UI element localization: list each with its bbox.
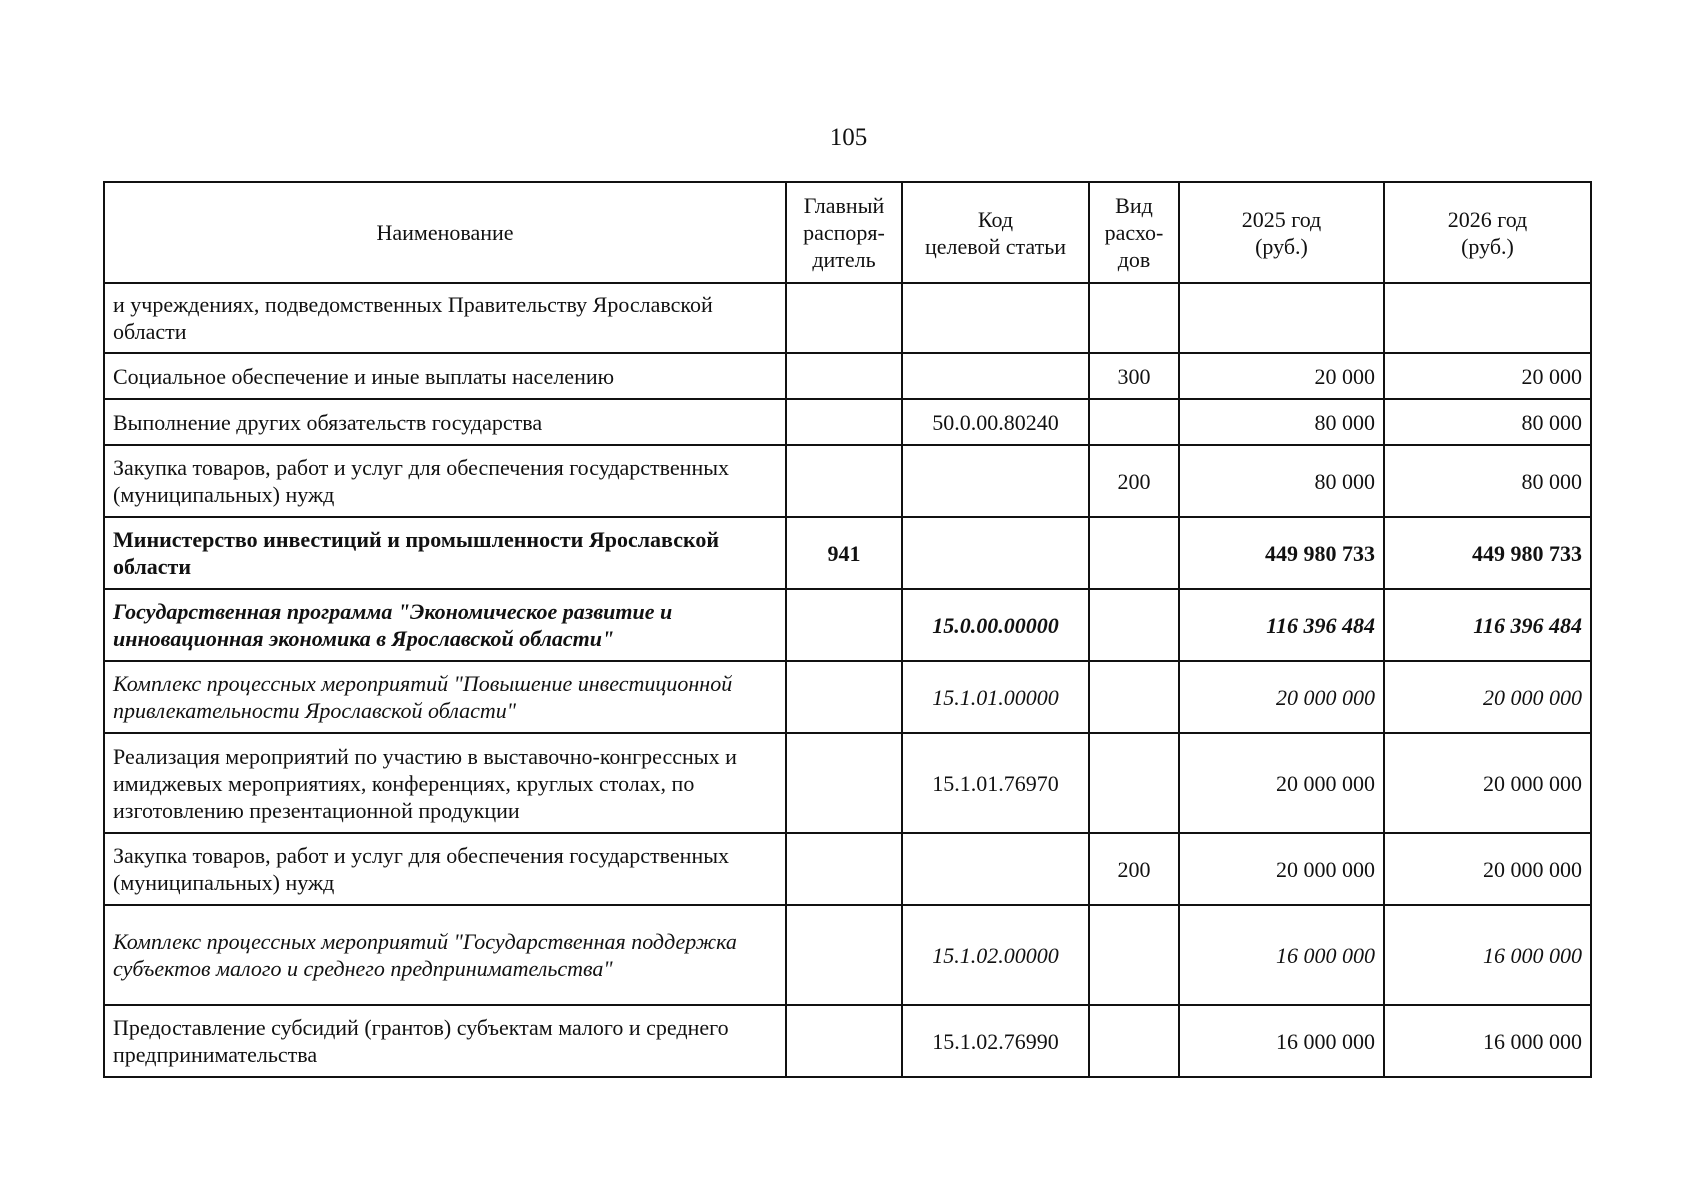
cell-manager (786, 833, 902, 905)
cell-2025: 20 000 000 (1179, 833, 1384, 905)
cell-expense-type (1089, 517, 1179, 589)
cell-expense-type (1089, 283, 1179, 353)
table-header-row (104, 182, 1591, 283)
budget-table (103, 181, 1592, 1078)
table-row (104, 905, 1591, 1005)
table-body (104, 283, 1591, 1077)
cell-2026: 16 000 000 (1384, 905, 1591, 1005)
cell-2026: 449 980 733 (1384, 517, 1591, 589)
cell-code (902, 283, 1089, 353)
cell-name: Социальное обеспечение и иные выплаты населению (104, 353, 786, 399)
page-number: 105 (829, 124, 868, 151)
cell-2025: 20 000 (1179, 353, 1384, 399)
cell-code: 15.1.01.00000 (902, 661, 1089, 733)
cell-manager (786, 283, 902, 353)
cell-name: Реализация мероприятий по участию в выставочно-конгрессных и имиджевых мероприятиях, конференциях, круглых столах, по изготовлению презентационной продукции (104, 733, 786, 833)
cell-manager (786, 353, 902, 399)
cell-name: Закупка товаров, работ и услуг для обеспечения государственных (муниципальных) нужд (104, 833, 786, 905)
cell-code: 15.0.00.00000 (902, 589, 1089, 661)
cell-expense-type: 200 (1089, 833, 1179, 905)
cell-manager (786, 661, 902, 733)
table-row (104, 283, 1591, 353)
header-expense-type: Вид расхо- дов (1089, 182, 1179, 283)
cell-manager (786, 589, 902, 661)
cell-2025 (1179, 283, 1384, 353)
cell-2026: 80 000 (1384, 399, 1591, 445)
header-manager: Главный распоря- дитель (786, 182, 902, 283)
cell-2026 (1384, 283, 1591, 353)
cell-name: Выполнение других обязательств государства (104, 399, 786, 445)
cell-expense-type: 200 (1089, 445, 1179, 517)
table-row (104, 353, 1591, 399)
cell-name: Комплекс процессных мероприятий "Повышение инвестиционной привлекательности Ярославской области" (104, 661, 786, 733)
table-row (104, 1005, 1591, 1077)
cell-2026: 20 000 (1384, 353, 1591, 399)
cell-code (902, 353, 1089, 399)
cell-2025: 16 000 000 (1179, 905, 1384, 1005)
cell-expense-type (1089, 1005, 1179, 1077)
table-row (104, 589, 1591, 661)
cell-name: и учреждениях, подведомственных Правительству Ярославской области (104, 283, 786, 353)
table-row (104, 517, 1591, 589)
cell-name: Комплекс процессных мероприятий "Государственная поддержка субъектов малого и среднего предпринимательства" (104, 905, 786, 1005)
cell-expense-type (1089, 661, 1179, 733)
header-name: Наименование (104, 182, 786, 283)
cell-manager (786, 1005, 902, 1077)
cell-manager (786, 445, 902, 517)
table-row (104, 661, 1591, 733)
header-code: Код целевой статьи (902, 182, 1089, 283)
table-row (104, 445, 1591, 517)
cell-manager: 941 (786, 517, 902, 589)
cell-code: 50.0.00.80240 (902, 399, 1089, 445)
cell-code: 15.1.02.76990 (902, 1005, 1089, 1077)
cell-expense-type (1089, 905, 1179, 1005)
cell-expense-type: 300 (1089, 353, 1179, 399)
cell-2026: 20 000 000 (1384, 661, 1591, 733)
cell-expense-type (1089, 733, 1179, 833)
cell-expense-type (1089, 399, 1179, 445)
cell-name: Государственная программа "Экономическое развитие и инновационная экономика в Ярославской области" (104, 589, 786, 661)
cell-2026: 16 000 000 (1384, 1005, 1591, 1077)
cell-2025: 20 000 000 (1179, 661, 1384, 733)
cell-manager (786, 733, 902, 833)
cell-name: Закупка товаров, работ и услуг для обеспечения государственных (муниципальных) нужд (104, 445, 786, 517)
cell-2025: 80 000 (1179, 445, 1384, 517)
cell-name: Министерство инвестиций и промышленности Ярославской области (104, 517, 786, 589)
cell-expense-type (1089, 589, 1179, 661)
header-2026: 2026 год (руб.) (1384, 182, 1591, 283)
cell-2026: 20 000 000 (1384, 833, 1591, 905)
cell-code (902, 517, 1089, 589)
cell-2026: 20 000 000 (1384, 733, 1591, 833)
cell-manager (786, 399, 902, 445)
cell-code: 15.1.02.00000 (902, 905, 1089, 1005)
table-row (104, 833, 1591, 905)
cell-code (902, 445, 1089, 517)
table-row (104, 399, 1591, 445)
cell-code: 15.1.01.76970 (902, 733, 1089, 833)
header-2025: 2025 год (руб.) (1179, 182, 1384, 283)
cell-code (902, 833, 1089, 905)
cell-name: Предоставление субсидий (грантов) субъектам малого и среднего предпринимательства (104, 1005, 786, 1077)
cell-2026: 116 396 484 (1384, 589, 1591, 661)
cell-2025: 116 396 484 (1179, 589, 1384, 661)
cell-2025: 449 980 733 (1179, 517, 1384, 589)
table-row (104, 733, 1591, 833)
cell-2025: 20 000 000 (1179, 733, 1384, 833)
cell-2025: 16 000 000 (1179, 1005, 1384, 1077)
cell-manager (786, 905, 902, 1005)
cell-2025: 80 000 (1179, 399, 1384, 445)
cell-2026: 80 000 (1384, 445, 1591, 517)
